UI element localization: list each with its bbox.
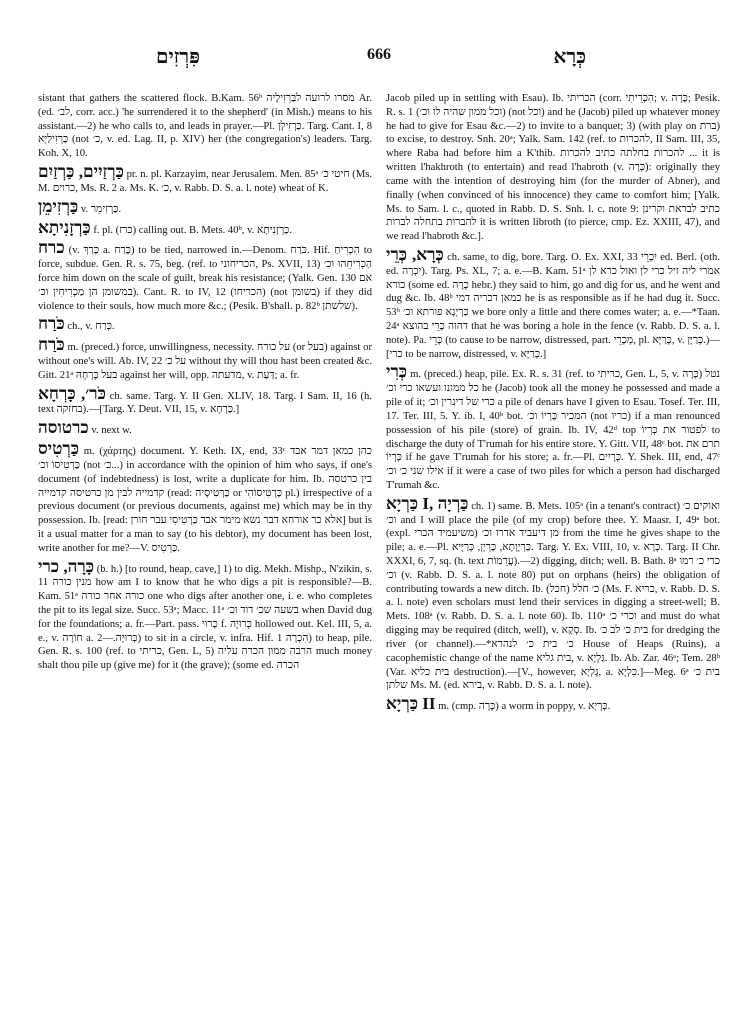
entry-headword: כַּרְטִיס: [38, 439, 80, 459]
entry-definition: f. pl. (כרז) calling out. B. Mets. 40ᵇ, v. כַּרְזָנִיתָא.: [90, 224, 293, 236]
entry-headword: כֹּר׳, כָּרְחָא: [38, 383, 106, 403]
dictionary-entry: [38, 439, 372, 556]
two-column-body: [38, 92, 720, 715]
entry-definition: ch., v. כְּרַח.: [64, 321, 115, 333]
entry-headword: כְּרִי: [386, 362, 408, 382]
dictionary-entry: [386, 694, 720, 714]
entry-headword: כרח: [38, 238, 65, 258]
entry-definition: m. (preced.) heap, pile. Ex. R. s. 31 (ref. to כריתי, Gen. L, 5, v. כָּרָה) נטל כל ממונו ועשאו כרי וכ׳ he (Jacob) took all the money he possessed and made a pile of it; כרי של דינרין וכ׳ a pile of denars have I given to Esau. Tosef. Ter. III, 17. Ter. III, 5. Y. ib. I, 40ᵇ bot. המכיר כְּרְיוֹ וכ׳ (not כריו) if a man renounced possession of his pile (store) of grain. Ib. IV, 42ᵈ top לפטור את כְּרְיוֹ to discharge the duty of T'rumah for his entire store. Y. Gitt. VII, 48ᶜ bot. תרם את כְּרְיוֹ if he gave T'rumah for his store; a. fr.—Pl. כְּרָיִים. Y. Shek. III, end, 47ᶜ אילו שני כ׳ וכ׳ if it were a case of two piles for which a person had discharged T'rumah &c.: [386, 369, 721, 491]
entry-definition: (v. כָּרַךְ a. כָּרַח) to be tied, narrowed in.—Denom. כֹּרַח. Hif. הִכְרִיחַ to force, subdue. Gen. R. s. 75, beg. (ref. to הכריחוני, Ps. XVII, 13) הַכְרִיחֵהוּ וכ׳ force him down on the scale of guilt, break his resistance; (Yalk. Gen. 130 אם במשומן הן מַכְרִיחִין וכ׳). Cant. R. to IV, 12 (הכריחו) (not בשומן) if they did violence to their souls, how much more &c.; (Pesik. B'shall. p. 82ᵇ שלשתן).: [38, 245, 373, 312]
entry-headword: כַּרְיָא I, כַּרְיָה: [386, 493, 469, 513]
entry-definition: ch. same, to dig, bore. Targ. O. Ex. XXI, 33 יִכְרֵי ed. Berl. (oth. ed. יִכְרָה). Targ. Ps. XL, 7; a. e.—B. Kam. 51ᵃ אמרי ליה זיל כרי לן ואול כרא לן כורא (some ed. כָּרָה hebr.) they said to him, go and dig for us, and he went and dug &c. Ib. 48ᵇ כמאן דכריה דמי he is as responsible as if he had dug it. Succ. 53ᵇ כַּרְיָנָא פורתא וכ׳ we bore only a little and there comes water; a. e.—*Taan. 24ᵃ דהוה כָּרֵי בהוצא that he was boring a hole in the fence (v. Rabb. D. S. a. l. note). Pa. כָּרֵי (to cause to be narrow, distressed, part. מְכָרֵי, pl. כְּרַיָּא, v. כְּרַיָּן.)—[כרי to be narrow, distressed, v. כְּרַיָּא.]: [386, 251, 721, 360]
entry-definition: v. כַּרְזִימֵר.: [78, 203, 122, 215]
entry-headword: כֹּרַח: [38, 335, 65, 355]
page-header: [36, 46, 722, 70]
dictionary-entry: [38, 238, 372, 313]
entry-headword: כַּרְיָא II: [386, 694, 436, 714]
entry-definition: m. (cmp. כָּרָה) a worm in poppy, v. כְּרָיָא.: [435, 701, 611, 713]
entry-headword: כְּרָא, כְּרֵי: [386, 244, 444, 264]
dictionary-entry: [38, 162, 372, 196]
header-guide-word-left: פִּרְזִים: [156, 46, 201, 68]
entry-definition: v. next w.: [88, 425, 132, 437]
dictionary-entry: [38, 418, 372, 438]
continuation-text: sistant that gathers the scattered flock. B.Kam. 56ᵇ מסרו לרועה לבַּרְזִילָיה Ar. (ed. לב׳, corr. acc.) 'he surrendered it to the shepherd' (in Mish.) means to his assistant.—2) he who calls to, and leads in prayer.—Pl. כַּרְזִילָן. Targ. Cant. I, 8 כַּרְזִילַיָּא (not כ׳, v. ed. Lag. II, p. XIV) her (the congregation's) leaders. Targ. Koh. X, 10.: [38, 93, 372, 160]
dictionary-entry: [38, 197, 372, 217]
dictionary-entry: [38, 384, 372, 418]
dictionary-entry: [386, 494, 720, 693]
dictionary-entry: [386, 245, 720, 362]
entry-definition: ch. 1) same. B. Mets. 105ᵃ (in a tenant's contract) ואוקים כ׳ וכ׳ and I will place the pile (of my crop) before thee. Y. Maasr. I, 49ᵃ bot. (expl. משיעמיד הכרי) מן דיעביד אדרו וכ׳ from the time he gives shape to the pile; a. e.—Pl. כַּרְיָוָתָא, כַּרְיָן, כְּרַיָּיא. Targ. Y. Ex. VIII, 10, v. כְּרָא. Targ. II Chr. XXXI, 6, 7, sq. (h. text עֲרֵמוֹת).—2) digging, ditch; well. B. Bath. 8ᵃ כרי כ׳ רמו וכ׳ (v. Rabb. D. S. a. l. note 80) put on orphans (heirs) the obligation of contributing towards a new ditch. Ib. (חכל) כ׳ חלל (Ms. F. כריא, v. Rabb. D. S. a. l. note) even scholars must lend their services in digging a street-well; B. Mets. 108ᵃ (v. Rabb. D. S. a. l. note 60). Ib. 110ᵃ וכרי כ׳ and must do what digging may be required (ditch, well), v. סְקָא. Ib. בית כ׳ לב כ׳ for dredging the river (or channel).—*כ׳ בית כ׳ לנהרא House of Heaps (Ruins), a cacophemistic change of the name בית גליא, v. גַּלְיָא. Ib. Ab. Zar. 46ᵃ; Tem. 28ᵇ (Var. בית כליא destruction).—[V., however, גֶּלְיָא, a. כִּלְיָא.]—Meg. 6ᵃ בית כ׳ שלתן Ms. M. (ed. בירא, v. Rabb. D. S. a. l. note).: [386, 500, 721, 692]
dictionary-entry: [38, 335, 372, 382]
header-guide-word-right: כְּרָא: [553, 46, 586, 68]
right-column: [386, 92, 720, 715]
entry-headword: כֹּרַח: [38, 314, 65, 334]
entry-definition: (b. h.) [to round, heap, cave,] 1) to dig. Mekh. Mishp., N'zikin, s. 11 מנין כורה how am I to know that he who digs a pit is responsible?—B. Kam. 51ᵃ כורה אחר כורה one who digs after another one, i. e. who completes the pit to its legal size. Succ. 53ᵃ; Macc. 11ᵃ בשעה שכ׳ דוד וכ׳ when David dug for the foundations; a. fr.—Part. pass. כָּרוּי f. כְּרוּיָה hollowed out. Kel. III, 5, a. e., v. חוֹרָה a. כְּרוּיָה.—2) to sit in a circle, v. infra. Hif. הִכְרָה 1) to heap, pile. Gen. R. s. 100 (ref. to כריתי, Gen. L, 5) הרבה ממון הכרה עליה much money shalt thou pile up (give me) for it (the grave); (some ed. הכרה: [38, 563, 373, 672]
entry-headword: כַּרְזָנִיתָא: [38, 217, 91, 237]
continuation-text: Jacob piled up in settling with Esau). Ib. הכריתי (corr. הִכְרֵיתִי; v. כָּרָה; Pesik. R. s. 1 (וכל ממון שהיה לו וכ׳) (not וכל) and he (Jacob) piled up whatever money he had to give for Esau &c.—2) to invite to a banquet; 3) (with play on ברת) to excise, to destroy. Snh. 20ᵃ; Yalk. Sam. 142 (ref. to להכרות, II Sam. III, 35, where Raba had before him a K'thib. להכרות בחלתה כתיב להכרות ... it is written l'hakhroth (to entertain) and read l'habroth (v. כְּרָה): originally they came with the intention of destroying him (for the murder of Abner), and finally (when convinced of his innocence) they came to comfort him; [Yalk. Ms. to Sam. l. c., quoted in Rabb. D. S. Snh. l. c. note 9: כתיב לבראת וקרינן להברות בתחלה לברות it is written libroth (to pierce, cmp. Ez. XXIII, 47), and we read l'habroth &c.].: [386, 93, 721, 243]
entry-definition: pr. n. pl. Karzayim, near Jerusalem. Men. 85ᵃ חיטי כ׳ (Ms. M. כרוים, Ms. R. 2 a. Ms. K. כ׳, v. Rabb. D. S. a. l. note) wheat of K.: [38, 169, 373, 194]
entry-headword: כרטוסה: [38, 418, 89, 438]
left-column: [38, 92, 372, 715]
dictionary-entry: [38, 557, 372, 674]
entry-definition: m. (χάρτης) document. Y. Keth. IX, end, 33ᶜ כהן כמאן דמר אבד כַּרְטִיסוֹ וכ׳ (not כ׳...) in accordance with the opinion of him who says, if one's document (of indebtedness) is lost, write a duplicate for him. Ib. בין כרטסה קדמייה לבין מן כרטיסה קדמייה (read: כַּרְטִיסָיה or כַּרְטִיסוֹהִי pl.) irrespective of a previous document (or previous documents, against me) which may be in thy possession. Ib. [read: אלא כר אורחא דבר נשא מימר אבד כַּרְטִיסִי עבר חורן] but is it a usual matter for a man to say (to his debtor), my document has been lost, write another for me?—V. כַּרְטִיס.: [38, 446, 372, 554]
entry-definition: ch. same. Targ. Y. II Gen. XLIV, 18. Targ. I Sam. II, 16 (h. text בחזקה).—[Targ. Y. Deut. VII, 15, v. כַּרְחָא.]: [38, 390, 372, 416]
dictionary-entry: [386, 362, 720, 492]
dictionary-entry: [38, 314, 372, 334]
dictionary-entry: [38, 218, 372, 238]
page-number: 666: [367, 46, 391, 63]
entry-headword: כַּרְזַיִים, כַּרְזַיִם: [38, 162, 124, 182]
entry-headword: כָּרָה, כרי: [38, 556, 95, 576]
entry-headword: כַּרְזִימֵן: [38, 196, 79, 216]
entry-definition: m. (preced.) force, unwillingness, necessity. על כורח (or בעל) against or without one's will. Ab. IV, 22 על כ׳ without thy will thou hast been created &c. Gitt. 21ᵃ בעל כָּרְחָהּ against her will, opp. מדעתה, v. דַּעַת; a. fr.: [38, 342, 372, 381]
